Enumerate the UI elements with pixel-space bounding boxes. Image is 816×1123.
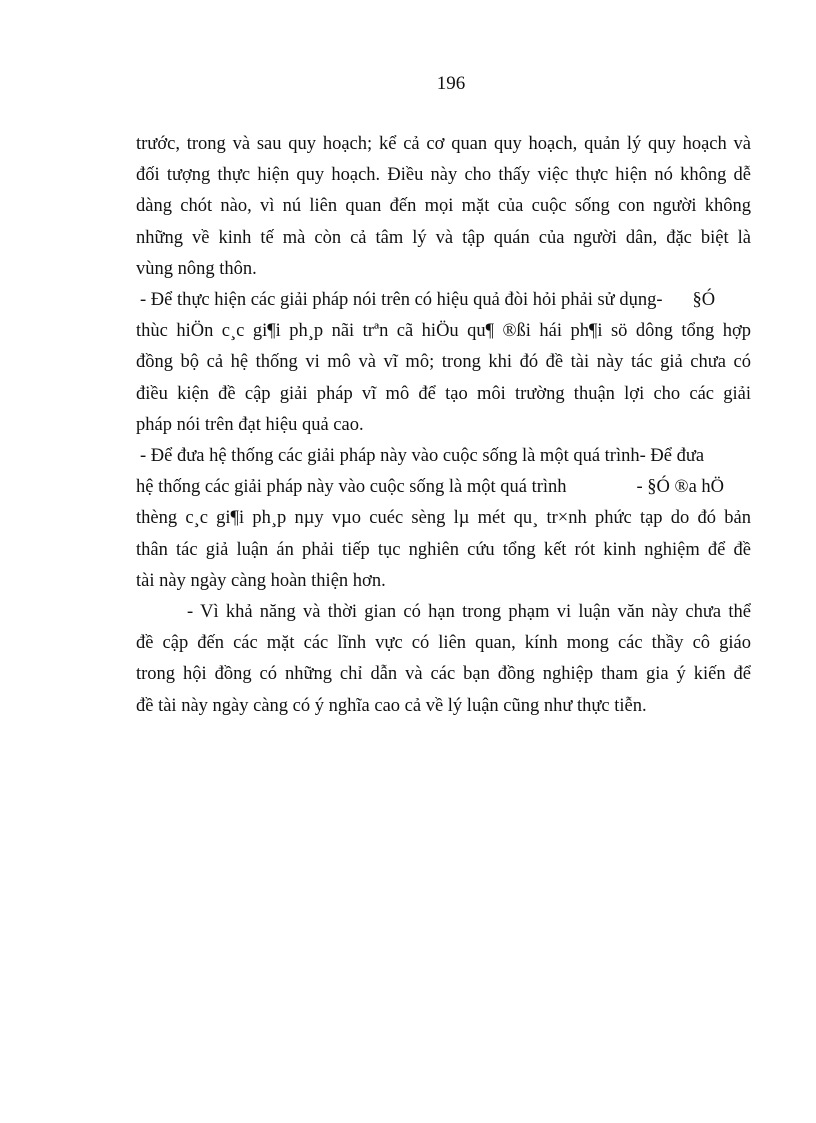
text-line: thân tác giả luận án phải tiếp tục nghiên cứu tổng kết rót kinh nghiệm để đề [136,539,751,560]
text-line: trong hội đồng có những chỉ dẫn và các bạn đồng nghiệp tham gia ý kiến để [136,664,751,685]
document-body [136,129,751,722]
text-line: - Để đưa hệ thống các giải pháp này vào cuộc sống là một quá trình- Để đưa [140,446,705,467]
text-line: dàng chót nào, vì nú liên quan đến mọi mặt của cuộc sống con người không [136,196,751,217]
text-line: điều kiện đề cập giải pháp vĩ mô để tạo môi trường thuận lợi cho các giải [136,383,751,404]
page-number: 196 [436,73,466,94]
text-line: tài này ngày càng hoàn thiện hơn. [136,570,386,591]
text-line: pháp nói trên đạt hiệu quả cao. [136,414,364,435]
text-segment: §Ó [692,290,716,311]
text-segment: - Để thực hiện các giải pháp nói trên có hiệu quả đòi hỏi phải sử dụng- [140,290,663,311]
text-line: trước, trong và sau quy hoạch; kể cả cơ quan quy hoạch, quản lý quy hoạch và [136,134,751,154]
text-line: thèng c¸c gi¶i ph¸p nµy vµo cuéc sèng lµ mét qu¸ tr×nh phức tạp do đó bản [136,508,751,529]
text-line: đề tài này ngày càng có ý nghĩa cao cả về lý luận cũng như thực tiễn. [136,695,647,716]
text-line: thùc hiÖn c¸c gi¶i ph¸p nãi trªn cã hiÖu qu¶ ®ßi hái ph¶i sö dông tổng hợp [136,321,751,342]
text-segment: - §Ó ®a hÖ [636,477,725,498]
text-segment: hệ thống các giải pháp này vào cuộc sống là một quá trình [136,477,567,498]
text-line: vùng nông thôn. [136,258,257,279]
text-line: những về kinh tế mà còn cả tâm lý và tập quán của người dân, đặc biệt là [136,227,751,248]
text-line [136,285,751,316]
text-line: đề cập đến các mặt các lĩnh vực có liên quan, kính mong các thầy cô giáo [136,633,751,654]
text-line [136,472,751,503]
text-line: đồng bộ cả hệ thống vi mô và vĩ mô; trong khi đó đề tài này tác giả chưa có [136,352,751,373]
text-line: đối tượng thực hiện quy hoạch. Điều này cho thấy việc thực hiện nó không dễ [136,165,751,186]
text-line: - Vì khả năng và thời gian có hạn trong phạm vi luận văn này chưa thể [187,602,751,623]
